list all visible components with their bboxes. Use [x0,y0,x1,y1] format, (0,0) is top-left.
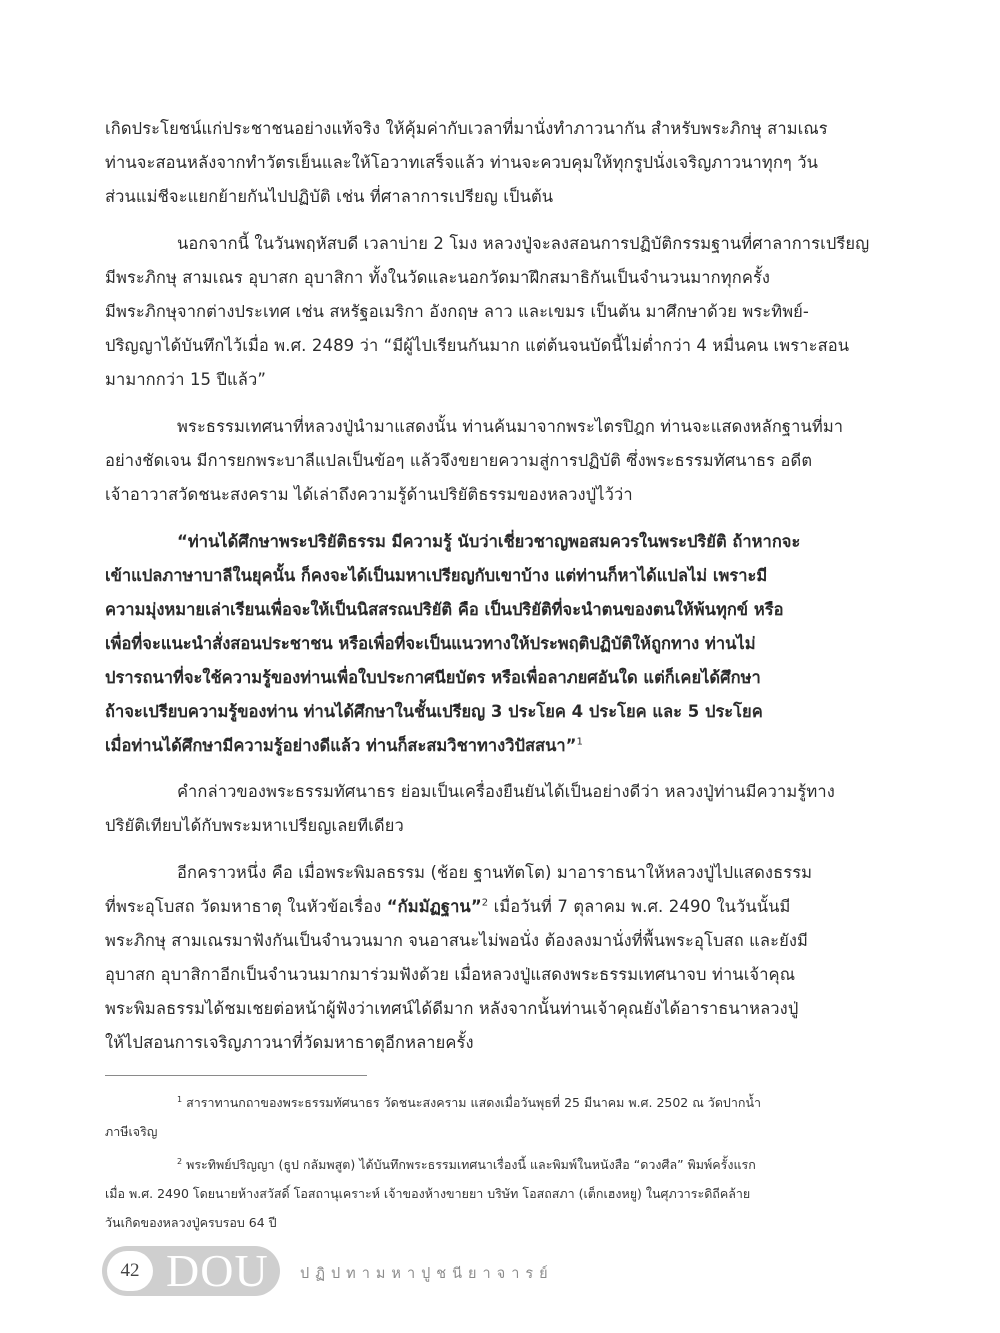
main-text [105,112,895,1073]
page-number: 42 [107,1251,153,1291]
footnote-line: เมื่อ พ.ศ. 2490 โดยนายห้างสวัสดิ์ โอสถานุเคราะห์ เจ้าของห้างขายยา บริษัท โอสถสภา (เต็กเฮงหยู) ในศุภวาระดิถีคล้าย [105,1186,751,1201]
footnote-text: พระทิพย์ปริญญา (ธูป กลัมพสูต) ได้บันทึกพระธรรมเทศนาเรื่องนี้ และพิมพ์ในหนังสือ “ดวงศีล” พิมพ์ครั้งแรก [186,1157,756,1172]
text-line: พระธรรมเทศนาที่หลวงปู่นำมาแสดงนั้น ท่านค้นมาจากพระไตรปิฎก ท่านจะแสดงหลักฐานที่มา [177,417,844,436]
footnote-ref-1[interactable]: 1 [576,736,583,748]
paragraph-2 [105,227,895,397]
footnote-2 [105,1150,895,1237]
text-line: อีกคราวหนึ่ง คือ เมื่อพระพิมลธรรม (ช้อย ฐานทัตโต) มาอาราธนาให้หลวงปู่ไปแสดงธรรม [177,863,813,882]
text-line: ให้ไปสอนการเจริญภาวนาที่วัดมหาธาตุอีกหลายครั้ง [105,1033,474,1052]
text-line [105,890,895,924]
quote-line: เข้าแปลภาษาบาลีในยุคนั้น ก็คงจะได้เป็นมหาเปรียญกับเขาบ้าง แต่ท่านก็หาได้แปลไม่ เพราะมี [105,566,768,585]
quote-line: ความมุ่งหมายเล่าเรียนเพื่อจะให้เป็นนิสสรณปริยัติ คือ เป็นปริยัติที่จะนำตนของตนให้พ้นทุกข์ หรือ [105,600,784,619]
paragraph-4 [105,775,895,843]
text-line: มีพระภิกษุ สามเณร อุบาสก อุบาสิกา ทั้งในวัดและนอกวัดมาฝึกสมาธิกันเป็นจำนวนมากทุกครั้ง [105,268,771,287]
footnotes [105,1088,895,1241]
block-quote [105,525,895,763]
text-line: ท่านจะสอนหลังจากทำวัตรเย็นและให้โอวาทเสร็จแล้ว ท่านจะควบคุมให้ทุกรูปนั่งเจริญภาวนาทุกๆ วัน [105,153,818,172]
footnote-line [105,1088,895,1117]
footnote-1 [105,1088,895,1146]
text-line: อย่างชัดเจน มีการยกพระบาลีแปลเป็นข้อๆ แล้วจึงขยายความสู่การปฏิบัติ ซึ่งพระธรรมทัศนาธร อดีต [105,451,813,470]
footnote-ref-2[interactable]: 2 [481,897,489,909]
footnote-number: 2 [177,1156,183,1166]
quote-line: “ท่านได้ศึกษาพระปริยัติธรรม มีความรู้ นับว่าเชี่ยวชาญพอสมควรในพระปริยัติ ถ้าหากจะ [177,532,801,551]
text-line: ปริยัติเทียบได้กับพระมหาเปรียญเลยทีเดียว [105,816,404,835]
paragraph-3 [105,410,895,512]
text-line: พระพิมลธรรมได้ชมเชยต่อหน้าผู้ฟังว่าเทศน์ได้ดีมาก หลังจากนั้นท่านเจ้าคุณยังได้อาราธนาหลวงปู่ [105,999,799,1018]
quote-line [105,729,895,763]
paragraph-1 [105,112,895,214]
text-line: เกิดประโยชน์แก่ประชาชนอย่างแท้จริง ให้คุ้มค่ากับเวลาที่มานั่งทำภาวนากัน สำหรับพระภิกษุ สามเณร [105,119,828,138]
footnote-line [105,1150,895,1179]
footnote-line: ภาษีเจริญ [105,1124,158,1139]
text-line: ส่วนแม่ชีจะแยกย้ายกันไปปฏิบัติ เช่น ที่ศาลาการเปรียญ เป็นต้น [105,187,554,206]
quote-line: เพื่อที่จะแนะนำสั่งสอนประชาชน หรือเพื่อที่จะเป็นแนวทางให้ประพฤติปฏิบัติให้ถูกทาง ท่านไม่ [105,634,756,653]
text-segment: ที่พระอุโบสถ วัดมหาธาตุ ในหัวข้อเรื่อง [105,897,387,916]
text-segment: เมื่อวันที่ 7 ตุลาคม พ.ศ. 2490 ในวันนั้นมี [488,897,791,916]
paragraph-5 [105,856,895,1060]
quote-line: ปรารถนาที่จะใช้ความรู้ของท่านเพื่อใบประกาศนียบัตร หรือเพื่อลาภยศอันใด แต่ก็เคยได้ศึกษา [105,668,761,687]
text-line: มีพระภิกษุจากต่างประเทศ เช่น สหรัฐอเมริกา อังกฤษ ลาว และเขมร เป็นต้น มาศึกษาด้วย พระทิพย์- [105,302,809,321]
footnote-divider [105,1075,367,1076]
text-line: อุบาสก อุบาสิกาอีกเป็นจำนวนมากมาร่วมฟังด้วย เมื่อหลวงปู่แสดงพระธรรมเทศนาจบ ท่านเจ้าคุณ [105,965,796,984]
footnote-text: สาราทานกถาของพระธรรมทัศนาธร วัดชนะสงคราม แสดงเมื่อวันพุธที่ 25 มีนาคม พ.ศ. 2502 ณ วัดปากน้ำ [186,1095,762,1110]
text-line: พระภิกษุ สามเณรมาฟังกันเป็นจำนวนมาก จนอาสนะไม่พอนั่ง ต้องลงมานั่งที่พื้นพระอุโบสถ และยังมี [105,931,808,950]
quote-line: ถ้าจะเปรียบความรู้ของท่าน ท่านได้ศึกษาในชั้นเปรียญ 3 ประโยค 4 ประโยค และ 5 ประโยค [105,702,763,721]
text-line: คำกล่าวของพระธรรมทัศนาธร ย่อมเป็นเครื่องยืนยันได้เป็นอย่างดีว่า หลวงปู่ท่านมีความรู้ทาง [177,782,835,801]
quote-text: เมื่อท่านได้ศึกษามีความรู้อย่างดีแล้ว ท่านก็สะสมวิชาทางวิปัสสนา” [105,736,577,755]
footnote-line: วันเกิดของหลวงปู่ครบรอบ 64 ปี [105,1215,277,1230]
text-line: ปริญญาได้บันทึกไว้เมื่อ พ.ศ. 2489 ว่า “มีผู้ไปเรียนกันมาก แต่ต้นจนบัดนี้ไม่ต่ำกว่า 4 หมื่นคน เพราะสอน [105,336,850,355]
dou-logo: DOU [166,1245,269,1296]
text-line: เจ้าอาวาสวัดชนะสงคราม ได้เล่าถึงความรู้ด้านปริยัติธรรมของหลวงปู่ไว้ว่า [105,485,633,504]
sermon-title: “กัมมัฏฐาน” [386,897,482,916]
running-title: ปฏิปทามหาปูชนียาจารย์ [300,1266,554,1282]
text-line: นอกจากนี้ ในวันพฤหัสบดี เวลาบ่าย 2 โมง หลวงปู่จะลงสอนการปฏิบัติกรรมฐานที่ศาลาการเปรียญ [177,234,870,253]
footnote-number: 1 [177,1094,183,1104]
text-line: มามากกว่า 15 ปีแล้ว” [105,370,267,389]
